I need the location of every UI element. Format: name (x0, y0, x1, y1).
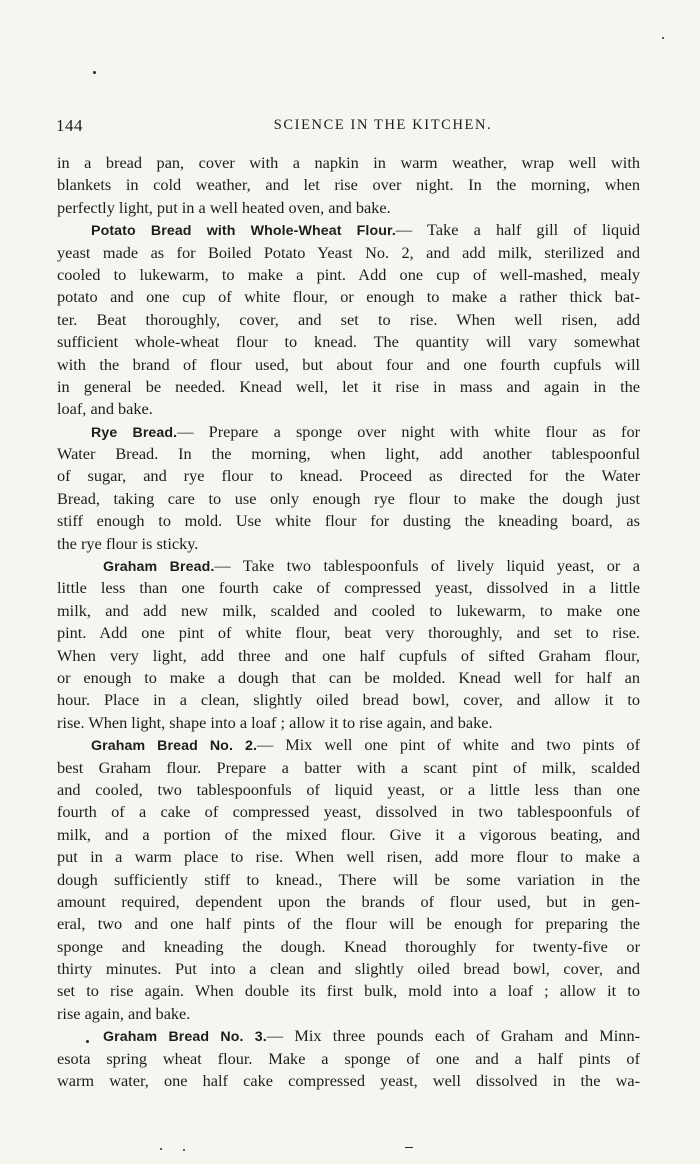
text-line: Bread, taking care to use only enough rye flour to make the dough just (57, 488, 640, 508)
text-line: thirty minutes. Put into a clean and slightly oiled bread bowl, cover, and (57, 959, 640, 979)
text-line: pint. Add one pint of white flour, beat very thoroughly, and set to rise. (57, 623, 640, 643)
paragraph-continuation (57, 152, 640, 219)
text-run: — Prepare a sponge over night with white flour as for (177, 421, 641, 441)
recipe-heading: Graham Bread No. 2. (91, 738, 257, 755)
recipe-potato-bread (57, 219, 640, 421)
text-run: — Mix three pounds each of Graham and Minn- (266, 1026, 641, 1046)
text-line: Water Bread. In the morning, when light, add another tablespoonful (57, 444, 640, 464)
print-speck (662, 37, 664, 39)
text-line: set to rise again. When double its first bulk, mold into a loaf ; allow it to (57, 981, 640, 1001)
text-line: amount required, dependent upon the brands of flour used, but in gen- (57, 891, 640, 911)
recipe-heading: Rye Bread. (91, 424, 178, 441)
page-header (56, 116, 646, 138)
recipe-first-line (57, 1025, 640, 1047)
text-line: loaf, and bake. (57, 399, 153, 419)
text-line: stiff enough to mold. Use white flour for dusting the kneading board, as (57, 511, 640, 531)
text-line: milk, and add new milk, scalded and cooled to lukewarm, to make one (57, 600, 640, 620)
text-line: ter. Beat thoroughly, cover, and set to rise. When well risen, add (57, 309, 640, 329)
text-run: — Take a half gill of liquid (395, 220, 641, 240)
text-line: sufficient whole-wheat flour to knead. The quantity will vary somewhat (57, 332, 640, 352)
page-number: 144 (56, 116, 83, 135)
recipe-rye-bread (57, 421, 640, 555)
text-run: — Mix well one pint of white and two pints of (256, 735, 640, 755)
text-line: rise again, and bake. (57, 1003, 191, 1023)
recipe-graham-bread-no-3 (57, 1025, 640, 1092)
recipe-graham-bread-no-2 (57, 734, 640, 1025)
text-line: little less than one fourth cake of compressed yeast, dissolved in a little (57, 578, 640, 598)
text-line: sponge and kneading the dough. Knead thoroughly for twenty-five or (57, 936, 640, 956)
print-speck (183, 1149, 185, 1151)
running-head: SCIENCE IN THE KITCHEN. (273, 117, 493, 133)
recipe-first-line (57, 555, 640, 577)
recipe-graham-bread (57, 555, 640, 734)
text-line: cooled to lukewarm, to make a pint. Add one cup of well-mashed, mealy (57, 264, 640, 284)
text-line: dough sufficiently stiff to knead., There will be some variation in the (57, 869, 640, 889)
recipe-heading: Graham Bread. (103, 559, 215, 576)
text-line: in general be needed. Knead well, let it rise in mass and again in the (57, 376, 640, 396)
text-line: or enough to make a dough that can be molded. Knead well for half an (57, 667, 640, 687)
text-line: fourth of a cake of compressed yeast, dissolved in two tablespoonfuls of (57, 802, 640, 822)
recipe-first-line (57, 421, 640, 443)
page-bottom-edge (0, 1144, 700, 1164)
text-run: — Take two tablespoonfuls of lively liquid yeast, or a (214, 556, 640, 576)
text-line: of sugar, and rye flour to knead. Proceed as directed for the Water (57, 466, 640, 486)
text-line: milk, and a portion of the mixed flour. Give it a vigorous beating, and (57, 824, 640, 844)
recipe-heading: Graham Bread No. 3. (103, 1029, 267, 1046)
text-line: esota spring wheat flour. Make a sponge of one and a half pints of (57, 1048, 640, 1068)
text-line: blankets in cold weather, and let rise over night. In the morning, when (57, 175, 640, 195)
text-line: put in a warm place to rise. When well risen, add more flour to make a (57, 847, 640, 867)
recipe-heading: Potato Bread with Whole-Wheat Flour. (91, 223, 396, 240)
text-line: and cooled, two tablespoonfuls of liquid yeast, or a little less than one (57, 779, 640, 799)
text-line: warm water, one half cake compressed yeast, well dissolved in the wa- (57, 1071, 640, 1091)
print-speck (93, 71, 96, 74)
text-line: yeast made as for Boiled Potato Yeast No. 2, and add milk, sterilized and (57, 242, 640, 262)
text-line: with the brand of flour used, but about four and one fourth cupfuls will (57, 354, 640, 374)
text-line: in a bread pan, cover with a napkin in warm weather, wrap well with (57, 153, 640, 172)
text-line: potato and one cup of white flour, or enough to make a rather thick bat- (57, 287, 640, 307)
text-line: perfectly light, put in a well heated oven, and bake. (57, 197, 391, 217)
recipe-first-line (57, 219, 640, 241)
page-body (57, 152, 640, 1092)
print-speck (160, 1148, 162, 1150)
recipe-first-line (57, 734, 640, 756)
text-line: best Graham flour. Prepare a batter with a scant pint of milk, scalded (57, 757, 640, 777)
text-line: the rye flour is sticky. (57, 533, 199, 553)
print-speck (405, 1147, 413, 1148)
text-line: eral, two and one half pints of the flour will be enough for preparing the (57, 914, 640, 934)
text-line: rise. When light, shape into a loaf ; allow it to rise again, and bake. (57, 712, 493, 732)
text-line: When very light, add three and one half cupfuls of sifted Graham flour, (57, 645, 640, 665)
text-line: hour. Place in a clean, slightly oiled bread bowl, cover, and allow it to (57, 690, 640, 710)
